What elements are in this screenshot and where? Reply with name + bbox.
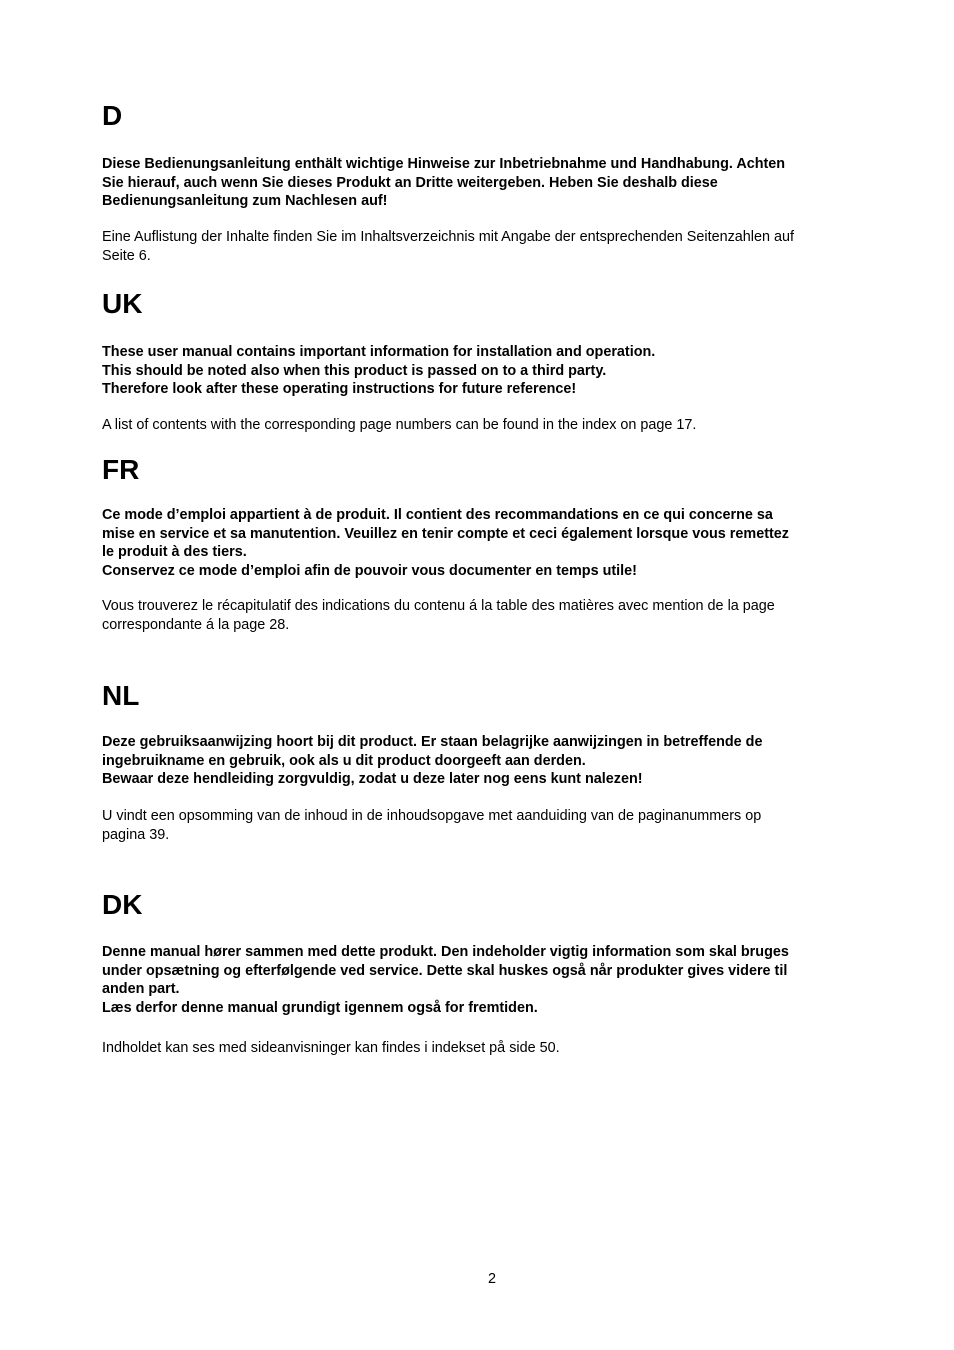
section-dk-notice (102, 943, 892, 1017)
notice-line: under opsætning og efterfølgende ved service. Dette skal huskes også når produkter gives videre til (102, 962, 788, 979)
info-line: A list of contents with the corresponding page numbers can be found in the index on page 17. (102, 417, 697, 433)
section-d-notice (102, 155, 892, 211)
section-fr-notice (102, 506, 892, 580)
notice-line: Sie hierauf, auch wenn Sie dieses Produkt an Dritte weitergeben. Heben Sie deshalb diese (102, 174, 718, 191)
info-line: Seite 6. (102, 247, 151, 264)
notice-line: Denne manual hører sammen med dette produkt. Den indeholder vigtig information som skal bruges (102, 944, 789, 960)
notice-line: This should be noted also when this product is passed on to a third party. (102, 362, 607, 379)
section-uk-notice (102, 343, 892, 399)
section-heading-fr: FR (102, 454, 140, 485)
section-dk-info (102, 1039, 892, 1058)
section-d-info (102, 228, 892, 265)
notice-line: Therefore look after these operating instructions for future reference! (102, 381, 577, 397)
section-nl-info (102, 807, 892, 844)
section-heading-uk: UK (102, 288, 143, 319)
notice-line: These user manual contains important information for installation and operation. (102, 344, 656, 360)
info-line: Indholdet kan ses med sideanvisninger kan findes i indekset på side 50. (102, 1040, 560, 1056)
section-uk-info (102, 416, 892, 435)
page-number: 2 (487, 1271, 496, 1287)
section-fr-info (102, 597, 892, 634)
info-line: Eine Auflistung der Inhalte finden Sie im Inhaltsverzeichnis mit Angabe der entsprechenden Seitenzahlen auf (102, 229, 794, 245)
notice-line: Bedienungsanleitung zum Nachlesen auf! (102, 193, 388, 209)
info-line: pagina 39. (102, 826, 170, 843)
notice-line: anden part. (102, 981, 180, 997)
section-heading-nl: NL (102, 680, 140, 711)
info-line: Vous trouverez le récapitulatif des indications du contenu á la table des matières avec mention de la page (102, 598, 775, 614)
section-heading-dk: DK (102, 889, 143, 920)
notice-line: ingebruikname en gebruik, ook als u dit product doorgeeft aan derden. (102, 752, 586, 769)
notice-line: Diese Bedienungsanleitung enthält wichtige Hinweise zur Inbetriebnahme und Handhabung. Achten (102, 156, 786, 172)
info-line: U vindt een opsomming van de inhoud in de inhoudsopgave met aanduiding van de paginanummers op (102, 808, 762, 824)
notice-line: Bewaar deze hendleiding zorgvuldig, zodat u deze later nog eens kunt nalezen! (102, 771, 643, 787)
notice-line: Ce mode d’emploi appartient à de produit. Il contient des recommandations en ce qui concerne sa (102, 507, 773, 523)
notice-line: mise en service et sa manutention. Veuillez en tenir compte et ceci également lorsque vous remettez (102, 525, 789, 542)
info-line: correspondante á la page 28. (102, 616, 290, 633)
notice-line: Conservez ce mode d’emploi afin de pouvoir vous documenter en temps utile! (102, 562, 637, 579)
section-heading-d: D (102, 100, 123, 131)
notice-line: le produit à des tiers. (102, 544, 247, 560)
section-nl-notice (102, 733, 892, 789)
notice-line: Deze gebruiksaanwijzing hoort bij dit product. Er staan belagrijke aanwijzingen in betreffende de (102, 734, 763, 750)
notice-line: Læs derfor denne manual grundigt igennem også for fremtiden. (102, 999, 538, 1016)
